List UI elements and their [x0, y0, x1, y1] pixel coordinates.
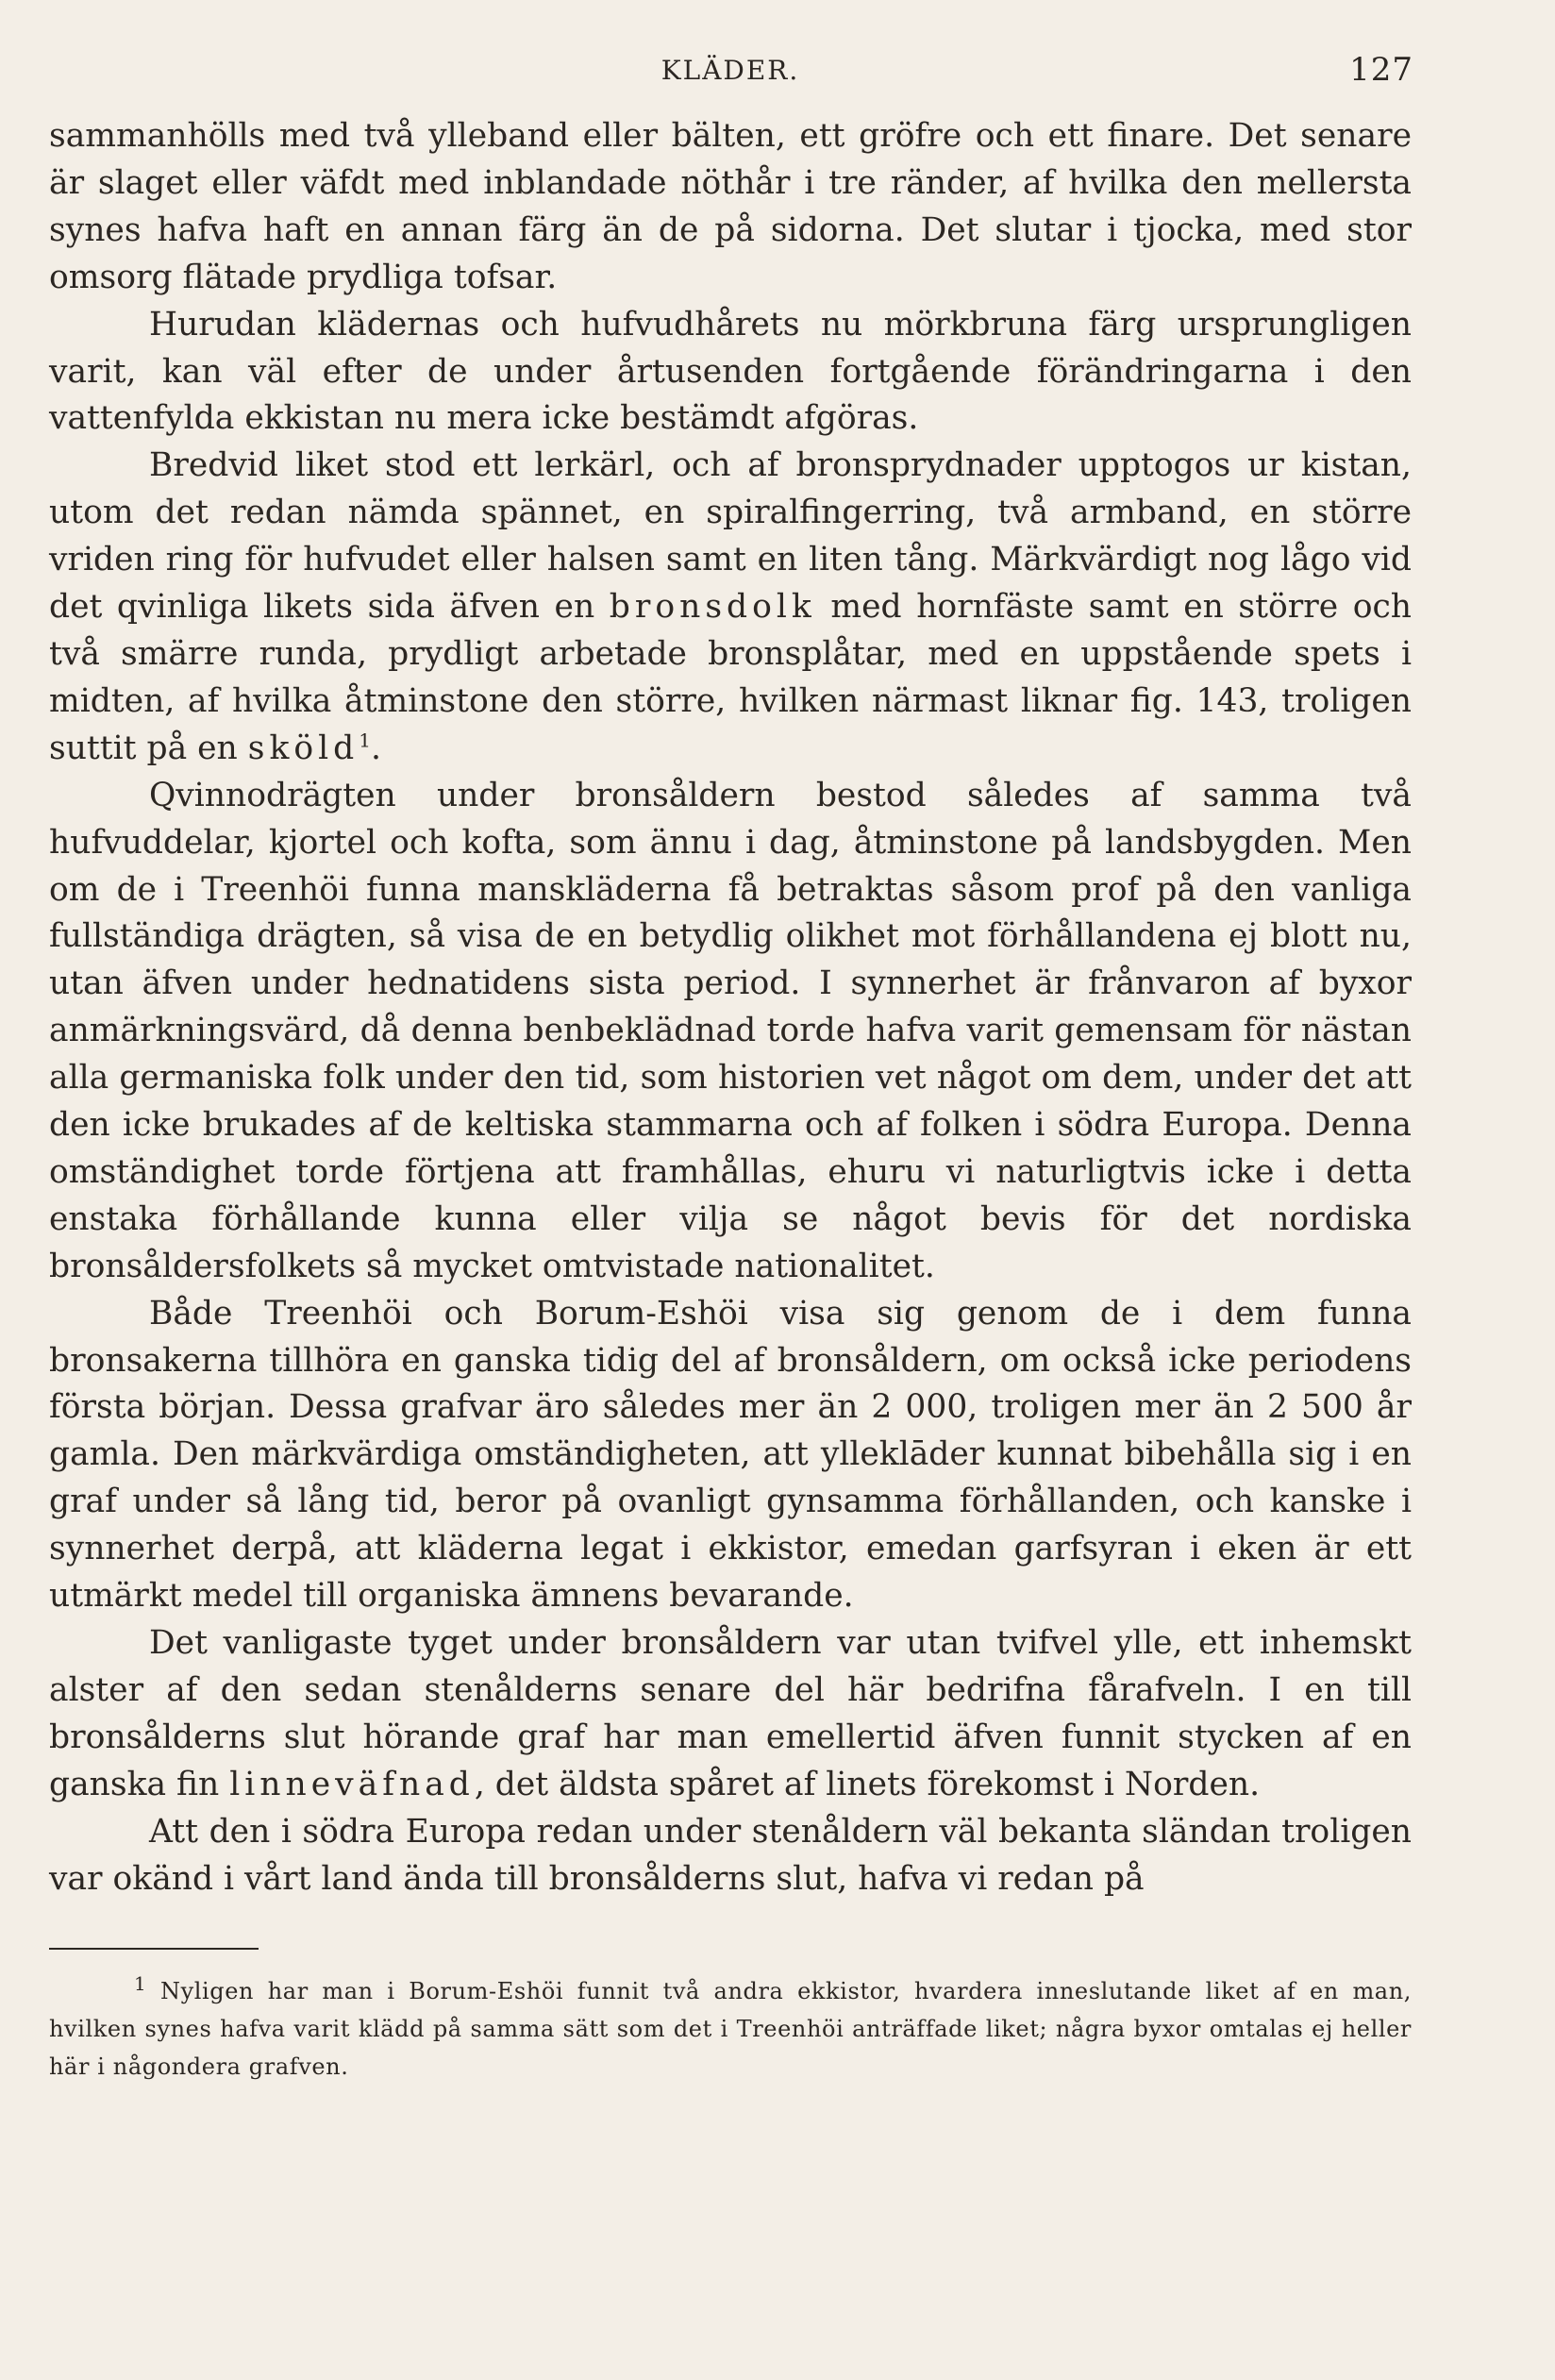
book-page [49, 45, 1412, 2086]
paragraph-7: Att den i södra Europa redan under stenåldern väl bekanta sländan troligen var okänd i vårt land ända till bronsålderns slut, hafva vi redan på [49, 1812, 1412, 1898]
paragraph-3-text-b: med hornfäste samt en större och två smärre runda, prydligt arbetade bronsplåtar, med en uppstående spets i midten, af hvilka åtminstone den större, hvilken närmast liknar fig. 143, troligen suttit på en [49, 588, 1413, 767]
paragraph-3-text-a: Bredvid liket stod ett lerkärl, och af bronsprydnader upptogos ur kistan, utom det redan nämda spännet, en spiralfingerring, två armband, en större vriden ring för hufvudet eller halsen samt en liten tång. Märkvärdigt nog lågo vid det qvinliga likets sida äfven en [49, 446, 1412, 627]
body-text [49, 113, 1412, 1902]
paragraph-6-text-a: Det vanligaste tyget under bronsåldern var utan tvifvel ylle, ett inhemskt alster af den sedan stenålderns senare del här bedrifna fårafveln. I en till bronsålderns slut hörande graf har man emellertid äfven funnit stycken af en ganska fin [49, 1624, 1412, 1803]
emphasized-term-skold: sköld [247, 729, 359, 767]
footnote-text: Nyligen har man i Borum-Eshöi funnit två andra ekkistor, hvardera inneslutande liket af en man, hvilken synes hafva varit klädd på samma sätt som det i Treenhöi anträffade liket; några byxor omtalas ej heller här i någondera grafven. [49, 1978, 1413, 2081]
paragraph-4: Qvinnodrägten under bronsåldern bestod således af samma två hufvuddelar, kjortel och kofta, som ännu i dag, åtminstone på landsbygden. Men om de i Treenhöi funna manskläderna få betraktas såsom prof på den vanliga fullständiga drägten, så visa de en betydlig olikhet mot förhållandena ej blott nu, utan äfven under hednatidens sista period. I synnerhet är frånvaron af byxor anmärkningsvärd, då denna benbeklädnad torde hafva varit gemensam för nästan alla germaniska folk under den tid, som historien vet något om dem, under det att den icke brukades af de keltiska stammarna och af folken i södra Europa. Denna omständighet torde förtjena att framhållas, ehuru vi naturligtvis icke i detta enstaka förhållande kunna eller vilja se något bevis för det nordiska bronsåldersfolkets så mycket omtvistade nationalitet. [49, 776, 1412, 1285]
page-header-title: KLÄDER. [660, 55, 800, 86]
emphasized-term-linnevafnad: linneväfnad [229, 1765, 475, 1803]
paragraph-6 [49, 1620, 1412, 1809]
paragraph-1: sammanhölls med två ylleband eller bälten, ett gröfre och ett finare. Det senare är slaget eller väfdt med inblandade nöthår i tre ränder, af hvilka den mellersta synes hafva haft en annan färg än de på sidorna. Det slutar i tjocka, med stor omsorg flätade prydliga tofsar. [49, 117, 1412, 296]
page-number: 127 [1349, 51, 1413, 89]
paragraph-3 [49, 443, 1412, 772]
footnote-divider [49, 1948, 259, 1950]
footnote-marker: 1 [134, 1972, 147, 1996]
running-header [49, 45, 1412, 92]
emphasized-term-bronsdolk: bronsdolk [609, 588, 816, 627]
footnote-paragraph [49, 1972, 1412, 2086]
paragraph-2: Hurudan klädernas och hufvudhårets nu mörkbruna färg ursprungligen varit, kan väl efter de under årtusenden fortgående förändringarna i den vattenfylda ekkistan nu mera icke bestämdt afgöras. [49, 305, 1412, 438]
paragraph-3-text-c: . [370, 729, 381, 767]
footnote [49, 1972, 1412, 2086]
footnote-reference: 1 [359, 729, 371, 752]
paragraph-5: Både Treenhöi och Borum-Eshöi visa sig genom de i dem funna bronsakerna tillhöra en ganska tidig del af bronsåldern, om också icke periodens första början. Dessa grafvar äro således mer än 2 000, troligen mer än 2 500 år gamla. Den märkvärdiga omständigheten, att ylleklāder kunnat bibehålla sig i en graf under så lång tid, beror på ovanligt gynsamma förhållanden, och kanske i synnerhet derpå, att kläderna legat i ekkistor, emedan garfsyran i eken är ett utmärkt medel till organiska ämnens bevarande. [49, 1294, 1412, 1616]
paragraph-6-text-b: , det äldsta spåret af linets förekomst i Norden. [474, 1765, 1261, 1803]
